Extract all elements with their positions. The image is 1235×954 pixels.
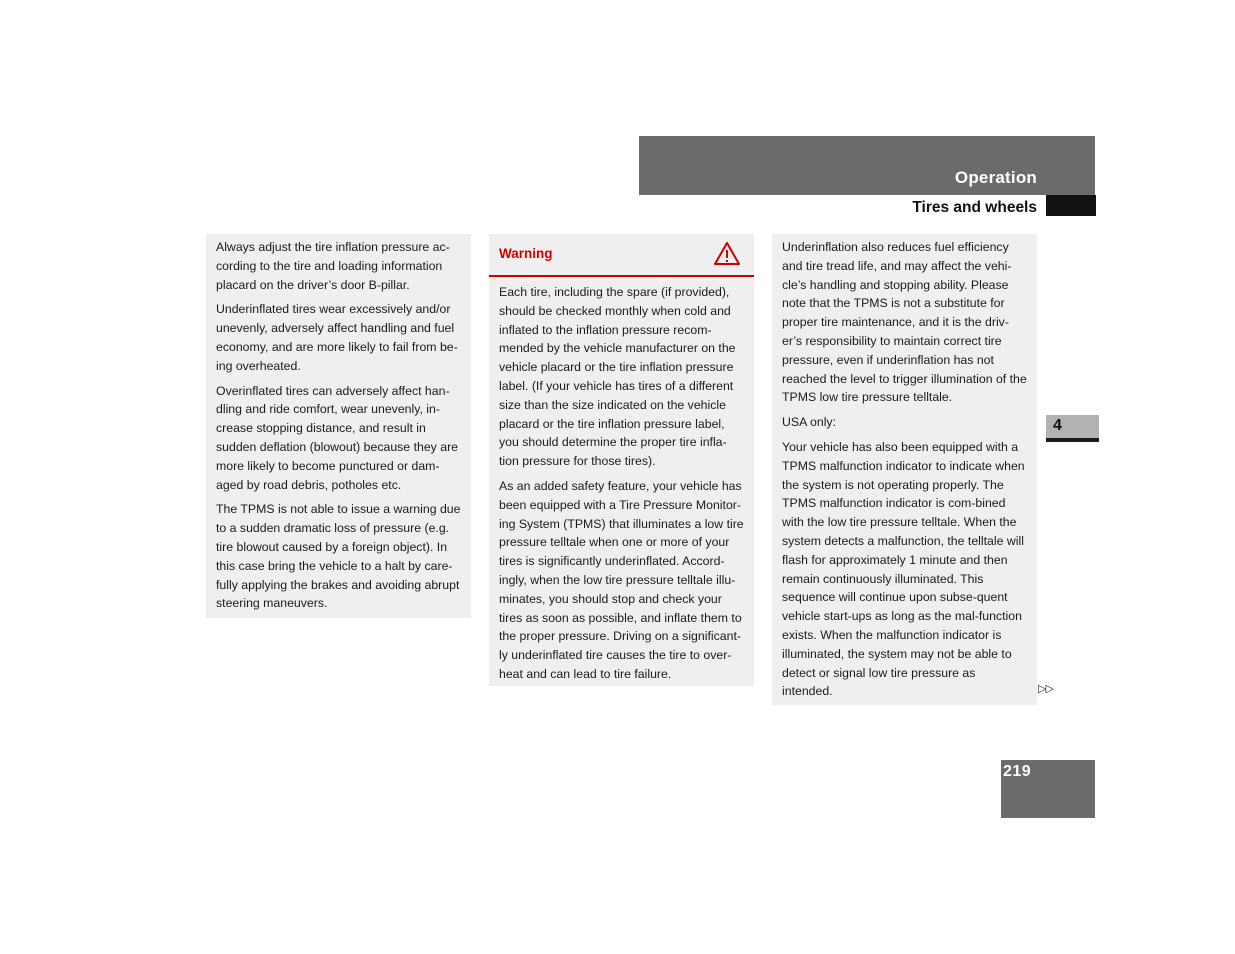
warning-label: Warning: [499, 246, 553, 261]
paragraph: Underinflated tires wear excessively and/or unevenly, adversely affect handling and fuel economy, and are more likely to fail from be-ing overheated.: [216, 302, 458, 373]
page-number-box: [1001, 760, 1095, 818]
paragraph: Underinflation also reduces fuel efficiency and tire tread life, and may affect the vehi-cle’s handling and stopping ability. Please note that the TPMS is not a substitute for proper tire maintenance, and it is the driv-er’s responsibility to maintain correct tire pressure, even if underinflation has not reached the level to trigger illumination of the TPMS low tire pressure telltale.: [782, 240, 1027, 405]
paragraph: Overinflated tires can adversely affect han-dling and ride comfort, wear unevenly, in-crease stopping distance, and result in sudden deflation (blowout) because they are more likely to become punctured or dam-aged by road debris, potholes etc.: [216, 383, 458, 492]
text-column-3: [772, 234, 1037, 705]
continued-arrows-icon: ▷▷: [1038, 683, 1053, 695]
warning-triangle-icon: [713, 241, 741, 266]
section-title: Operation: [954, 168, 1037, 187]
paragraph: USA only:: [782, 415, 836, 430]
header-marker: [1046, 195, 1096, 216]
header-band: [639, 136, 1095, 195]
warning-body: [489, 277, 754, 684]
paragraph: The TPMS is not able to issue a warning due to a sudden dramatic loss of pressure (e.g. tire blowout caused by a foreign object). In this case bring the vehicle to a halt by care-fully applying the brakes and avoiding abrupt steering maneuvers.: [216, 502, 461, 611]
paragraph: Your vehicle has also been equipped with a TPMS malfunction indicator to indicate when the system is not operating properly. The TPMS malfunction indicator is com-bined with the low tire pressure telltale. When the system detects a malfunction, the telltale will flash for approximately 1 minute and then remain continuously illuminated. This sequence will continue upon subse-quent vehicle start-ups as long as the mal-function exists. When the malfunction indicator is illuminated, the system may not be able to detect or signal low tire pressure as intended.: [782, 439, 1025, 699]
warning-header: [489, 234, 754, 277]
chapter-tab: [1046, 415, 1099, 442]
paragraph: As an added safety feature, your vehicle has been equipped with a Tire Pressure Monitor-ing System (TPMS) that illuminates a low tire pressure telltale when one or more of your tires is significantly underinflated. Accord-ingly, when the low tire pressure telltale illu-minates, you should stop and check your tires as soon as possible, and inflate them to the proper pressure. Driving on a significant-ly underinflated tire causes the tire to over-heat and can lead to tire failure.: [499, 478, 744, 681]
warning-box: [489, 234, 754, 686]
text-column-1: [206, 234, 471, 618]
paragraph: Each tire, including the spare (if provided), should be checked monthly when cold and inflated to the inflation pressure recom-mended by the vehicle manufacturer on the vehicle placard or the tire inflation pressure label. (If your vehicle has tires of a different size than the size indicated on the vehicle placard or the tire inflation pressure label, you should determine the proper tire infla-tion pressure for those tires).: [499, 285, 736, 469]
subsection-title: Tires and wheels: [912, 199, 1037, 216]
page-number: 219: [1003, 763, 1032, 780]
paragraph: Always adjust the tire inflation pressure ac-cording to the tire and loading information placard on the driver’s door B-pillar.: [216, 240, 450, 292]
chapter-number: 4: [1053, 417, 1062, 434]
